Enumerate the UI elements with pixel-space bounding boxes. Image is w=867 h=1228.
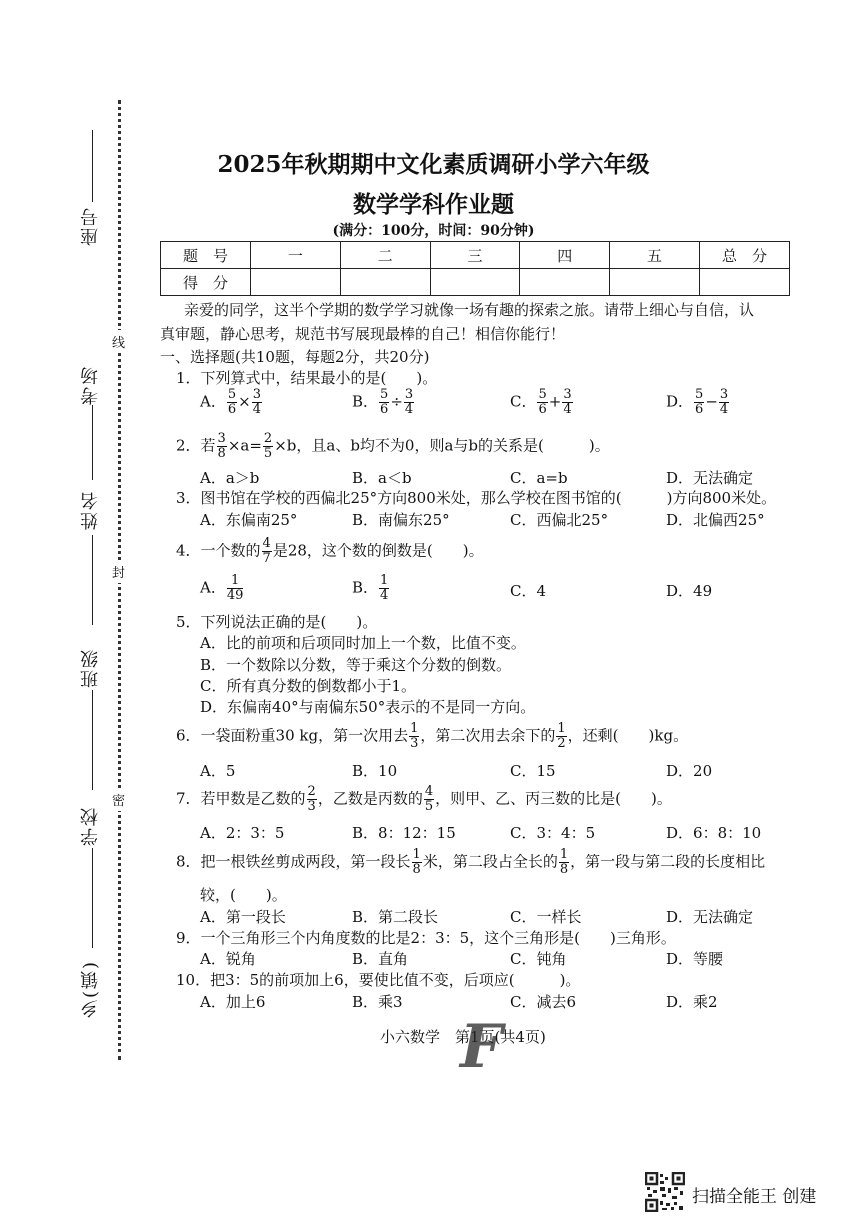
question-4: 4．一个数的 $\frac{4}{7}$ 是28，这个数的倒数是( )。	[176, 536, 484, 566]
q4-option-a[interactable]: A． $\frac{1}{49}$	[200, 573, 244, 603]
q1-option-b[interactable]: B． $\frac{5}{6}$ ÷ $\frac{3}{4}$	[352, 387, 414, 417]
score-cell-header: 一	[251, 242, 341, 269]
score-cell[interactable]	[699, 269, 789, 296]
q4-option-b[interactable]: B． $\frac{1}{4}$	[352, 573, 389, 603]
margin-char-line: 线	[112, 330, 125, 353]
q10-option-b[interactable]: B．乘3	[352, 993, 403, 1011]
seat-label: 座号	[80, 206, 101, 246]
score-cell[interactable]	[340, 269, 430, 296]
exam-room-line	[92, 405, 93, 480]
page-subtitle: 数学学科作业题	[353, 191, 514, 218]
class-line	[92, 690, 93, 790]
q6-option-b[interactable]: B．10	[352, 762, 398, 780]
q8-option-d[interactable]: D．无法确定	[666, 908, 754, 926]
scanner-watermark-label: 扫描全能王 创建	[692, 1187, 817, 1207]
question-3: 3．图书馆在学校的西偏北25°方向800米处，那么学校在图书馆的( )方向800米处。	[176, 489, 777, 507]
q1-option-c[interactable]: C． $\frac{5}{6}$ + $\frac{3}{4}$	[510, 387, 572, 417]
question-8-line-2: 较，( )。	[200, 886, 287, 904]
school-line	[92, 848, 93, 948]
score-cell[interactable]	[610, 269, 700, 296]
exam-room-label: 考场	[80, 365, 101, 405]
q3-option-b[interactable]: B．南偏东25°	[352, 511, 450, 529]
page-title: 2025年秋期期中文化素质调研小学六年级	[217, 151, 650, 178]
q10-option-d[interactable]: D．乘2	[666, 993, 718, 1011]
score-row-label: 得 分	[161, 269, 251, 296]
q2-option-d[interactable]: D．无法确定	[666, 469, 754, 487]
score-cell[interactable]	[520, 269, 610, 296]
class-label: 班级	[80, 648, 101, 688]
q4-option-d[interactable]: D．49	[666, 582, 713, 600]
q3-option-c[interactable]: C．西偏北25°	[510, 511, 609, 529]
q4-option-c[interactable]: C．4	[510, 582, 547, 600]
version-watermark: F	[460, 1012, 503, 1082]
score-cell-header: 二	[340, 242, 430, 269]
section-heading: 一、选择题(共10题，每题2分，共20分)	[160, 348, 430, 366]
score-cell-header: 五	[610, 242, 700, 269]
q3-option-d[interactable]: D．北偏西25°	[666, 511, 765, 529]
q9-option-d[interactable]: D．等腰	[666, 950, 724, 968]
school-label: 学校	[80, 806, 101, 846]
q5-option-b[interactable]: B．一个数除以分数，等于乘这个分数的倒数。	[200, 656, 512, 674]
score-cell-header: 三	[430, 242, 520, 269]
q7-option-b[interactable]: B．8：12：15	[352, 824, 456, 842]
q6-option-d[interactable]: D．20	[666, 762, 713, 780]
question-10: 10．把3：5的前项加上6，要使比值不变，后项应( )。	[176, 971, 581, 989]
q10-option-a[interactable]: A．加上6	[200, 993, 266, 1011]
score-cell[interactable]	[251, 269, 341, 296]
question-8: 8．把一根铁丝剪成两段，第一段长 $\frac{1}{8}$ 米，第二段占全长的 $\frac{1}{8}$ ，第一段与第二段的长度相比	[176, 847, 766, 877]
question-1: 1．下列算式中，结果最小的是( )。	[176, 369, 438, 387]
q2-option-a[interactable]: A．a＞b	[200, 469, 260, 487]
q5-option-d[interactable]: D．东偏南40°与南偏东50°表示的不是同一方向。	[200, 698, 536, 716]
question-2: 2．若 $\frac{3}{8}$ ×a= $\frac{2}{5}$ ×b，且a、b均不为0，则a与b的关系是( )。	[176, 431, 610, 461]
name-label: 姓名	[80, 490, 101, 530]
q8-option-a[interactable]: A．第一段长	[200, 908, 286, 926]
q1-option-a[interactable]: A． $\frac{5}{6}$ × $\frac{3}{4}$	[200, 387, 261, 417]
score-table	[160, 241, 790, 296]
q1-option-d[interactable]: D． $\frac{5}{6}$ − $\frac{3}{4}$	[666, 387, 729, 417]
question-6: 6．一袋面粉重30 kg，第一次用去 $\frac{1}{3}$ ，第二次用去余下的 $\frac{1}{2}$ ，还剩( )kg。	[176, 721, 689, 751]
q2-option-c[interactable]: C．a=b	[510, 469, 568, 487]
score-cell[interactable]	[430, 269, 520, 296]
score-cell-header: 题 号	[161, 242, 251, 269]
name-line	[92, 535, 93, 625]
intro-line-1: 亲爱的同学，这半个学期的数学学习就像一场有趣的探索之旅。请带上细心与自信，认	[184, 301, 755, 319]
q7-option-d[interactable]: D．6：8：10	[666, 824, 762, 842]
q7-option-a[interactable]: A．2：3：5	[200, 824, 285, 842]
q3-option-a[interactable]: A．东偏南25°	[200, 511, 298, 529]
q2-option-b[interactable]: B．a＜b	[352, 469, 412, 487]
exam-meta: (满分：100分，时间：90分钟)	[332, 223, 535, 239]
intro-line-2: 真审题，静心思考，规范书写展现最棒的自己！相信你能行！	[160, 325, 566, 343]
q5-option-a[interactable]: A．比的前项和后项同时加上一个数，比值不变。	[200, 634, 526, 652]
q7-option-c[interactable]: C．3：4：5	[510, 824, 596, 842]
score-cell-header: 四	[520, 242, 610, 269]
q9-option-c[interactable]: C．钝角	[510, 950, 567, 968]
town-label: 乡(镇)	[80, 960, 101, 1019]
q6-option-a[interactable]: A．5	[200, 762, 236, 780]
q6-option-c[interactable]: C．15	[510, 762, 556, 780]
q5-option-c[interactable]: C．所有真分数的倒数都小于1。	[200, 677, 417, 695]
margin-char-seal: 封	[112, 560, 125, 583]
q8-option-b[interactable]: B．第二段长	[352, 908, 439, 926]
question-5: 5．下列说法正确的是( )。	[176, 613, 378, 631]
score-table-score-row	[161, 269, 790, 296]
score-cell-header: 总 分	[699, 242, 789, 269]
qr-code-icon	[645, 1172, 685, 1212]
score-table-header-row	[161, 242, 790, 269]
q9-option-b[interactable]: B．直角	[352, 950, 409, 968]
question-9: 9．一个三角形三个内角度数的比是2：3：5，这个三角形是( )三角形。	[176, 929, 676, 947]
q8-option-c[interactable]: C．一样长	[510, 908, 582, 926]
question-7: 7．若甲数是乙数的 $\frac{2}{3}$ ，乙数是丙数的 $\frac{4}{5}$ ，则甲、乙、丙三数的比是( )。	[176, 784, 672, 814]
page-footer: 小六数学 第1页(共4页)	[380, 1028, 546, 1046]
q9-option-a[interactable]: A．锐角	[200, 950, 256, 968]
q10-option-c[interactable]: C．减去6	[510, 993, 577, 1011]
margin-char-secret: 密	[112, 788, 125, 811]
